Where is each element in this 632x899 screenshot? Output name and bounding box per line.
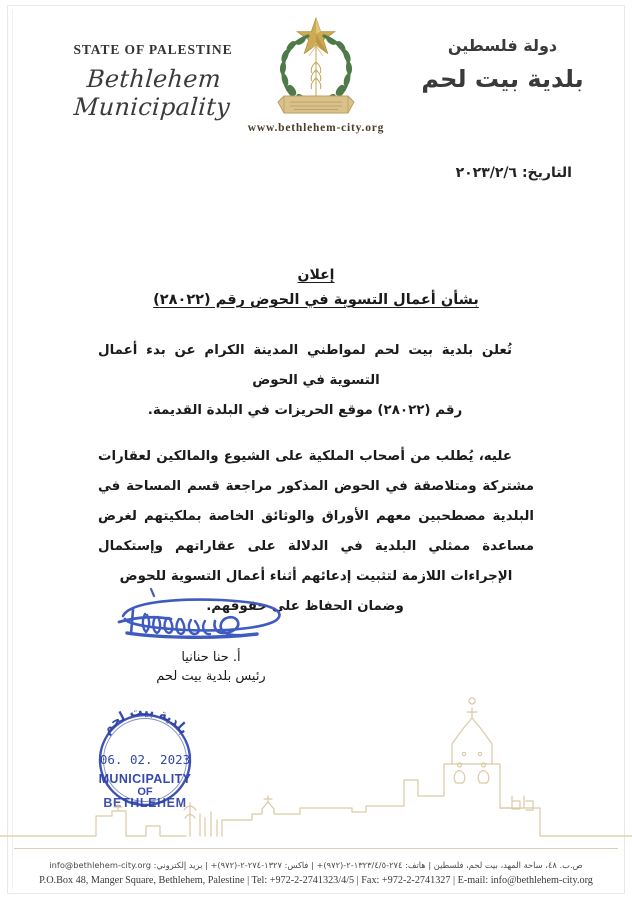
date-value: ٢٠٢٣/٢/٦ — [455, 165, 518, 181]
stamp-line-3: BETHLEHEM — [103, 796, 187, 810]
header-state-english: STATE OF PALESTINE — [73, 42, 233, 57]
title-block — [0, 266, 632, 309]
header-english-block — [28, 42, 278, 121]
paragraph-2-tail: وضمان الحفاظ على حقوقهم. — [206, 599, 404, 614]
footer — [0, 858, 632, 889]
signer-role: رئيس بلدية بيت لحم — [156, 669, 266, 684]
official-round-stamp — [82, 702, 208, 814]
paragraph-2-head: عليه، يُطلب من أصحاب الملكية على الشيوع والمالكين لعقارات مشتركة ومتلاصقة في الحوض المذكور مراجعة قسم المساحة في البلدية مصطحبين معهم الأوراق والوثائق الخاصة بملكيتهم لغرض مساعدة ممثلي البلدية في الدلالة على عقاراتهم وإستكمال الإجراءات اللازمة لتثبيت إدعائهم أثناء أعمال التسوية للحوض — [98, 449, 534, 584]
signature-block — [96, 586, 326, 684]
footer-contact-arabic: ص.ب. ٤٨، ساحة المهد، بيت لحم، فلسطين | هاتف: ٢٧٤-١٣٢٣/٤/٥-٢-(٩٧٢)+ | فاكس: ١٣٢٧-٢٧٤-٢-(٩٧٢)+ | بريد إلكتروني: info@bethlehem-city.org — [49, 860, 583, 870]
date-label: التاريخ: — [521, 165, 572, 181]
header-website-url: www.bethlehem-city.org — [247, 122, 385, 134]
letterhead-header — [0, 0, 632, 148]
footer-divider — [14, 848, 618, 849]
svg-text:بلدية بيت لحم: بلدية بيت لحم — [99, 703, 192, 738]
paragraph-1-head: تُعلن بلدية بيت لحم لمواطني المدينة الكرام عن بدء أعمال التسوية في الحوض — [98, 343, 512, 388]
header-municipality-arabic: بلدية بيت لحم — [421, 65, 584, 93]
stamp-line-1: MUNICIPALITY — [98, 772, 192, 786]
page-subtitle: بشأن أعمال التسوية في الحوض رقم (٢٨٠٢٢) — [153, 292, 479, 308]
paragraph-1-tail: رقم (٢٨٠٢٢) موقع الحريزات في البلدة القديمة. — [147, 403, 463, 418]
handwritten-signature — [111, 586, 311, 648]
signer-name: أ. حنا حنانيا — [181, 650, 241, 665]
body-paragraph-1 — [98, 336, 534, 426]
stamp-date: 06. 02. 2023 — [99, 752, 191, 767]
palestine-coat-of-arms-emblem — [256, 10, 376, 122]
date-line — [456, 165, 572, 181]
header-state-arabic: دولة فلسطين — [447, 36, 558, 55]
footer-contact-english: P.O.Box 48, Manger Square, Bethlehem, Palestine | Tel: +972-2-2741323/4/5 | Fax: +972-2-2741327 | E-mail: info@bethlehem-city.org — [39, 875, 593, 886]
header-municipality-english: Bethlehem Municipality — [72, 65, 232, 121]
stamp-line-2: OF — [137, 786, 153, 798]
page-title: إعلان — [297, 267, 335, 283]
header-arabic-block — [395, 36, 610, 93]
